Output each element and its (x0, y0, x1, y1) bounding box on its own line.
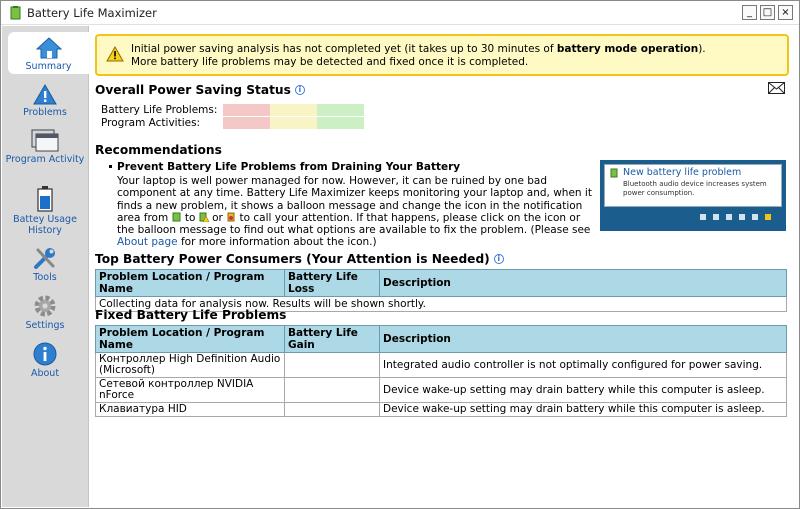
sidebar-item-summary[interactable] (8, 32, 89, 74)
table-row (96, 403, 787, 417)
warning-icon (33, 84, 57, 105)
title-bar (1, 1, 799, 25)
sidebar-item-tools[interactable] (2, 246, 88, 283)
column-header: Problem Location / Program Name (96, 270, 285, 297)
tray-icon (752, 214, 758, 220)
warning-line1-text: Initial power saving analysis has not completed yet (it takes up to 30 minutes of (131, 43, 557, 55)
status-info-icon[interactable]: i (295, 85, 305, 95)
sidebar-item-settings[interactable] (2, 294, 88, 331)
consumers-info-icon[interactable]: i (494, 254, 504, 264)
power-status-title: Overall Power Saving Status (95, 83, 291, 97)
consumers-title: Top Battery Power Consumers (Your Attention is Needed) (95, 252, 490, 266)
column-header: Problem Location / Program Name (96, 326, 285, 353)
problem-location-cell: Сетевой контроллер NVIDIA nForce (96, 378, 285, 403)
close-button[interactable]: × (778, 5, 793, 20)
battery-gain-cell (285, 353, 380, 378)
info-icon (33, 342, 57, 366)
sidebar-item-label: Battey Usage History (13, 214, 77, 236)
sidebar-item-about[interactable] (2, 342, 88, 379)
battery-gain-cell (285, 378, 380, 403)
mail-icon[interactable] (768, 82, 785, 94)
recommendation-body (117, 175, 595, 249)
sidebar-item-label: Summary (25, 61, 72, 72)
meter-red-segment (223, 117, 270, 129)
battery-icon (37, 186, 53, 212)
meter-green-segment (317, 117, 364, 129)
sidebar-item-label: About (30, 368, 60, 379)
minimize-button[interactable]: _ (742, 5, 757, 20)
meter-red-segment (223, 104, 270, 116)
problem-location-cell: Контроллер High Definition Audio (Microsoft) (96, 353, 285, 378)
problem-location-cell: Клавиатура HID (96, 403, 285, 417)
table-row (96, 353, 787, 378)
power-status-heading (95, 83, 305, 97)
app-battery-icon (9, 6, 22, 20)
sidebar (2, 26, 89, 507)
fixed-problems-table (95, 325, 787, 417)
tray-icon (713, 214, 719, 220)
warning-line2-text: More battery life problems may be detected and fixed once it is completed. (131, 56, 529, 68)
taskbar-tray-icons (700, 214, 771, 220)
column-header: Description (380, 326, 787, 353)
tools-icon (33, 246, 57, 270)
balloon-battery-icon (609, 168, 619, 178)
balloon-text: Bluetooth audio device increases system power consumption. (623, 180, 767, 197)
description-cell: Integrated audio controller is not optimally configured for power saving. (380, 353, 787, 378)
tray-icon (700, 214, 706, 220)
sidebar-item-label: Problems (23, 107, 67, 118)
warning-triangle-icon (106, 46, 124, 62)
column-header: Description (380, 270, 787, 297)
rec-text-2: to call your attention. If that happens, please click on the icon or the balloon message to find out what options are available to fix the problem. (Please see (117, 211, 591, 237)
table-header-row (96, 326, 787, 353)
about-page-link[interactable]: About page (117, 236, 178, 249)
balloon-title: New battery life problem (623, 167, 742, 178)
sidebar-item-label: Settings (25, 320, 65, 331)
tray-alert-icon (226, 212, 236, 222)
consumers-table (95, 269, 787, 312)
battery-problems-label: Battery Life Problems: (101, 104, 218, 116)
column-header: Battery Life Gain (285, 326, 380, 353)
maximize-button[interactable]: □ (760, 5, 775, 20)
table-header-row (96, 270, 787, 297)
tray-warning-icon (199, 212, 209, 222)
tray-icon (765, 214, 771, 220)
rec-text-1: Your laptop is well power managed for now. However, it can be ruined by one bad component at any time. Battery Life Maximizer keeps monitoring your laptop and, when it finds a new problem, it shows a balloon message and change the icon in the notification area from (117, 175, 592, 224)
sidebar-item-label: Tools (33, 272, 57, 283)
recommendation-title: Prevent Battery Life Problems from Draining Your Battery (117, 161, 461, 173)
gear-icon (33, 294, 57, 318)
tray-icon (739, 214, 745, 220)
program-activities-meter (223, 117, 364, 129)
warning-text (131, 43, 706, 69)
column-header: Battery Life Loss (285, 270, 380, 297)
meter-yellow-segment (270, 104, 317, 116)
recommendations-heading: Recommendations (95, 143, 222, 157)
bullet (109, 165, 112, 168)
warning-bold-text: battery mode operation (556, 43, 699, 55)
rec-text-to: to (181, 211, 199, 224)
sidebar-item-label: Program Activity (5, 154, 85, 165)
description-cell: Device wake-up setting may drain battery while this computer is asleep. (380, 403, 787, 417)
meter-yellow-segment (270, 117, 317, 129)
fixed-problems-heading: Fixed Battery Life Problems (95, 308, 287, 322)
meter-green-segment (317, 104, 364, 116)
window-stack-icon (31, 129, 59, 152)
house-icon (36, 37, 62, 59)
battery-gain-cell (285, 403, 380, 417)
program-activities-label: Program Activities: (101, 117, 201, 129)
balloon-example-image (600, 160, 786, 231)
battery-problems-meter (223, 104, 364, 116)
sidebar-item-program-activity[interactable] (2, 129, 88, 165)
warning-line1-end: ). (698, 43, 706, 55)
tray-icon (726, 214, 732, 220)
sidebar-item-problems[interactable] (2, 84, 88, 118)
balloon-message (604, 164, 782, 207)
tray-normal-icon (172, 212, 182, 222)
sidebar-item-battery-usage[interactable] (2, 186, 88, 236)
description-cell: Device wake-up setting may drain battery while this computer is asleep. (380, 378, 787, 403)
analysis-warning-banner (95, 34, 789, 76)
table-row (96, 378, 787, 403)
collecting-data-message: Collecting data for analysis now. Results will be shown shortly. (96, 297, 787, 312)
rec-text-3: for more information about the icon.) (177, 236, 377, 249)
rec-text-or: or (208, 211, 227, 224)
consumers-heading (95, 252, 504, 266)
window-title: Battery Life Maximizer (27, 6, 157, 20)
